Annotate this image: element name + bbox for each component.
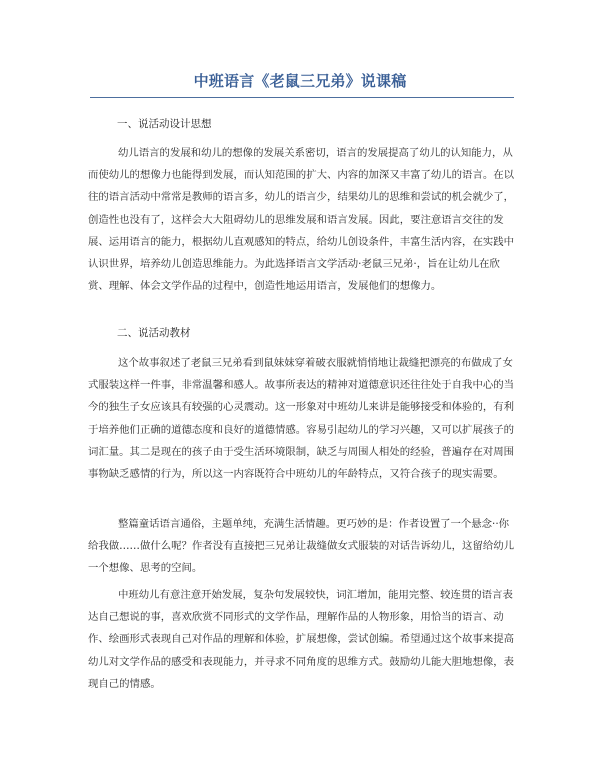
- section-heading-text: 二、说活动教材: [117, 327, 191, 339]
- paragraph-text: 这个故事叙述了老鼠三兄弟看到鼠妹妹穿着破衣服就悄悄地让裁缝把漂亮的布做成了女式服装这样一件事，非常温馨和感人。故事所表达的精神对道德意识还往往处于自我中心的当今的独生子女应该具有较强的心灵震动。这一形象对中班幼儿来讲是能够接受和体验的，有利于培养他们正确的道德态度和良好的道德情感。容易引起幼儿的学习兴趣，又可以扩展孩子的词汇量。其二是现在的孩子由于受生活环境限制，缺乏与周围人相处的经验，普遍存在对周围事物缺乏感情的行为，所以这一内容既符合中班幼儿的年龄特点，又符合孩子的现实需要。: [88, 357, 515, 481]
- section-heading-material: [117, 326, 191, 340]
- paragraph-language-style: [88, 513, 514, 580]
- paragraph-text: 中班幼儿有意注意开始发展，复杂句发展较快，词汇增加，能用完整、较连贯的语言表达自己想说的事，喜欢欣赏不同形式的文学作品，理解作品的人物形象，用恰当的语言、动作、绘画形式表现自己对作品的理解和体验，扩展想像，尝试创编。希望通过这个故事来提高幼儿对文学作品的感受和表现能力，并寻求不同角度的思维方式。鼓励幼儿能大胆地想像，表现自己的情感。: [88, 589, 515, 690]
- page-title: 中班语言《老鼠三兄弟》说课稿: [193, 72, 407, 90]
- title-divider: [90, 97, 514, 98]
- paragraph-text: 整篇童话语言通俗，主题单纯，充满生活情趣。更巧妙的是：作者设置了一个悬念··你给我做……做什么呢？作者没有直接把三兄弟让裁缝做女式服装的对话告诉幼儿，这留给幼儿一个想像、思考的空间。: [88, 518, 515, 575]
- paragraph-child-development: [88, 584, 514, 695]
- paragraph-design-thought: [88, 142, 514, 297]
- paragraph-story-summary: [88, 352, 514, 485]
- section-heading-design: 一、说活动设计思想: [117, 118, 212, 130]
- paragraph-text: 幼儿语言的发展和幼儿的想像的发展关系密切，语言的发展提高了幼儿的认知能力，从而使幼儿的想像力也能得到发展，而认知范围的扩大、内容的加深又丰富了幼儿的语言。在以往的语言活动中常常是教师的语言多，幼儿的语言少，结果幼儿的思维和尝试的机会就少了，创造性也没有了，这样会大大阻碍幼儿的思维发展和语言发展。因此，要注意语言交往的发展、运用语言的能力，根据幼儿直观感知的特点，给幼儿创设条件，丰富生活内容，在实践中认识世界，培养幼儿创造思维能力。为此选择语言文学活动·老鼠三兄弟·，旨在让幼儿在欣赏、理解、体会文学作品的过程中，创造性地运用语言，发展他们的想像力。: [88, 147, 515, 293]
